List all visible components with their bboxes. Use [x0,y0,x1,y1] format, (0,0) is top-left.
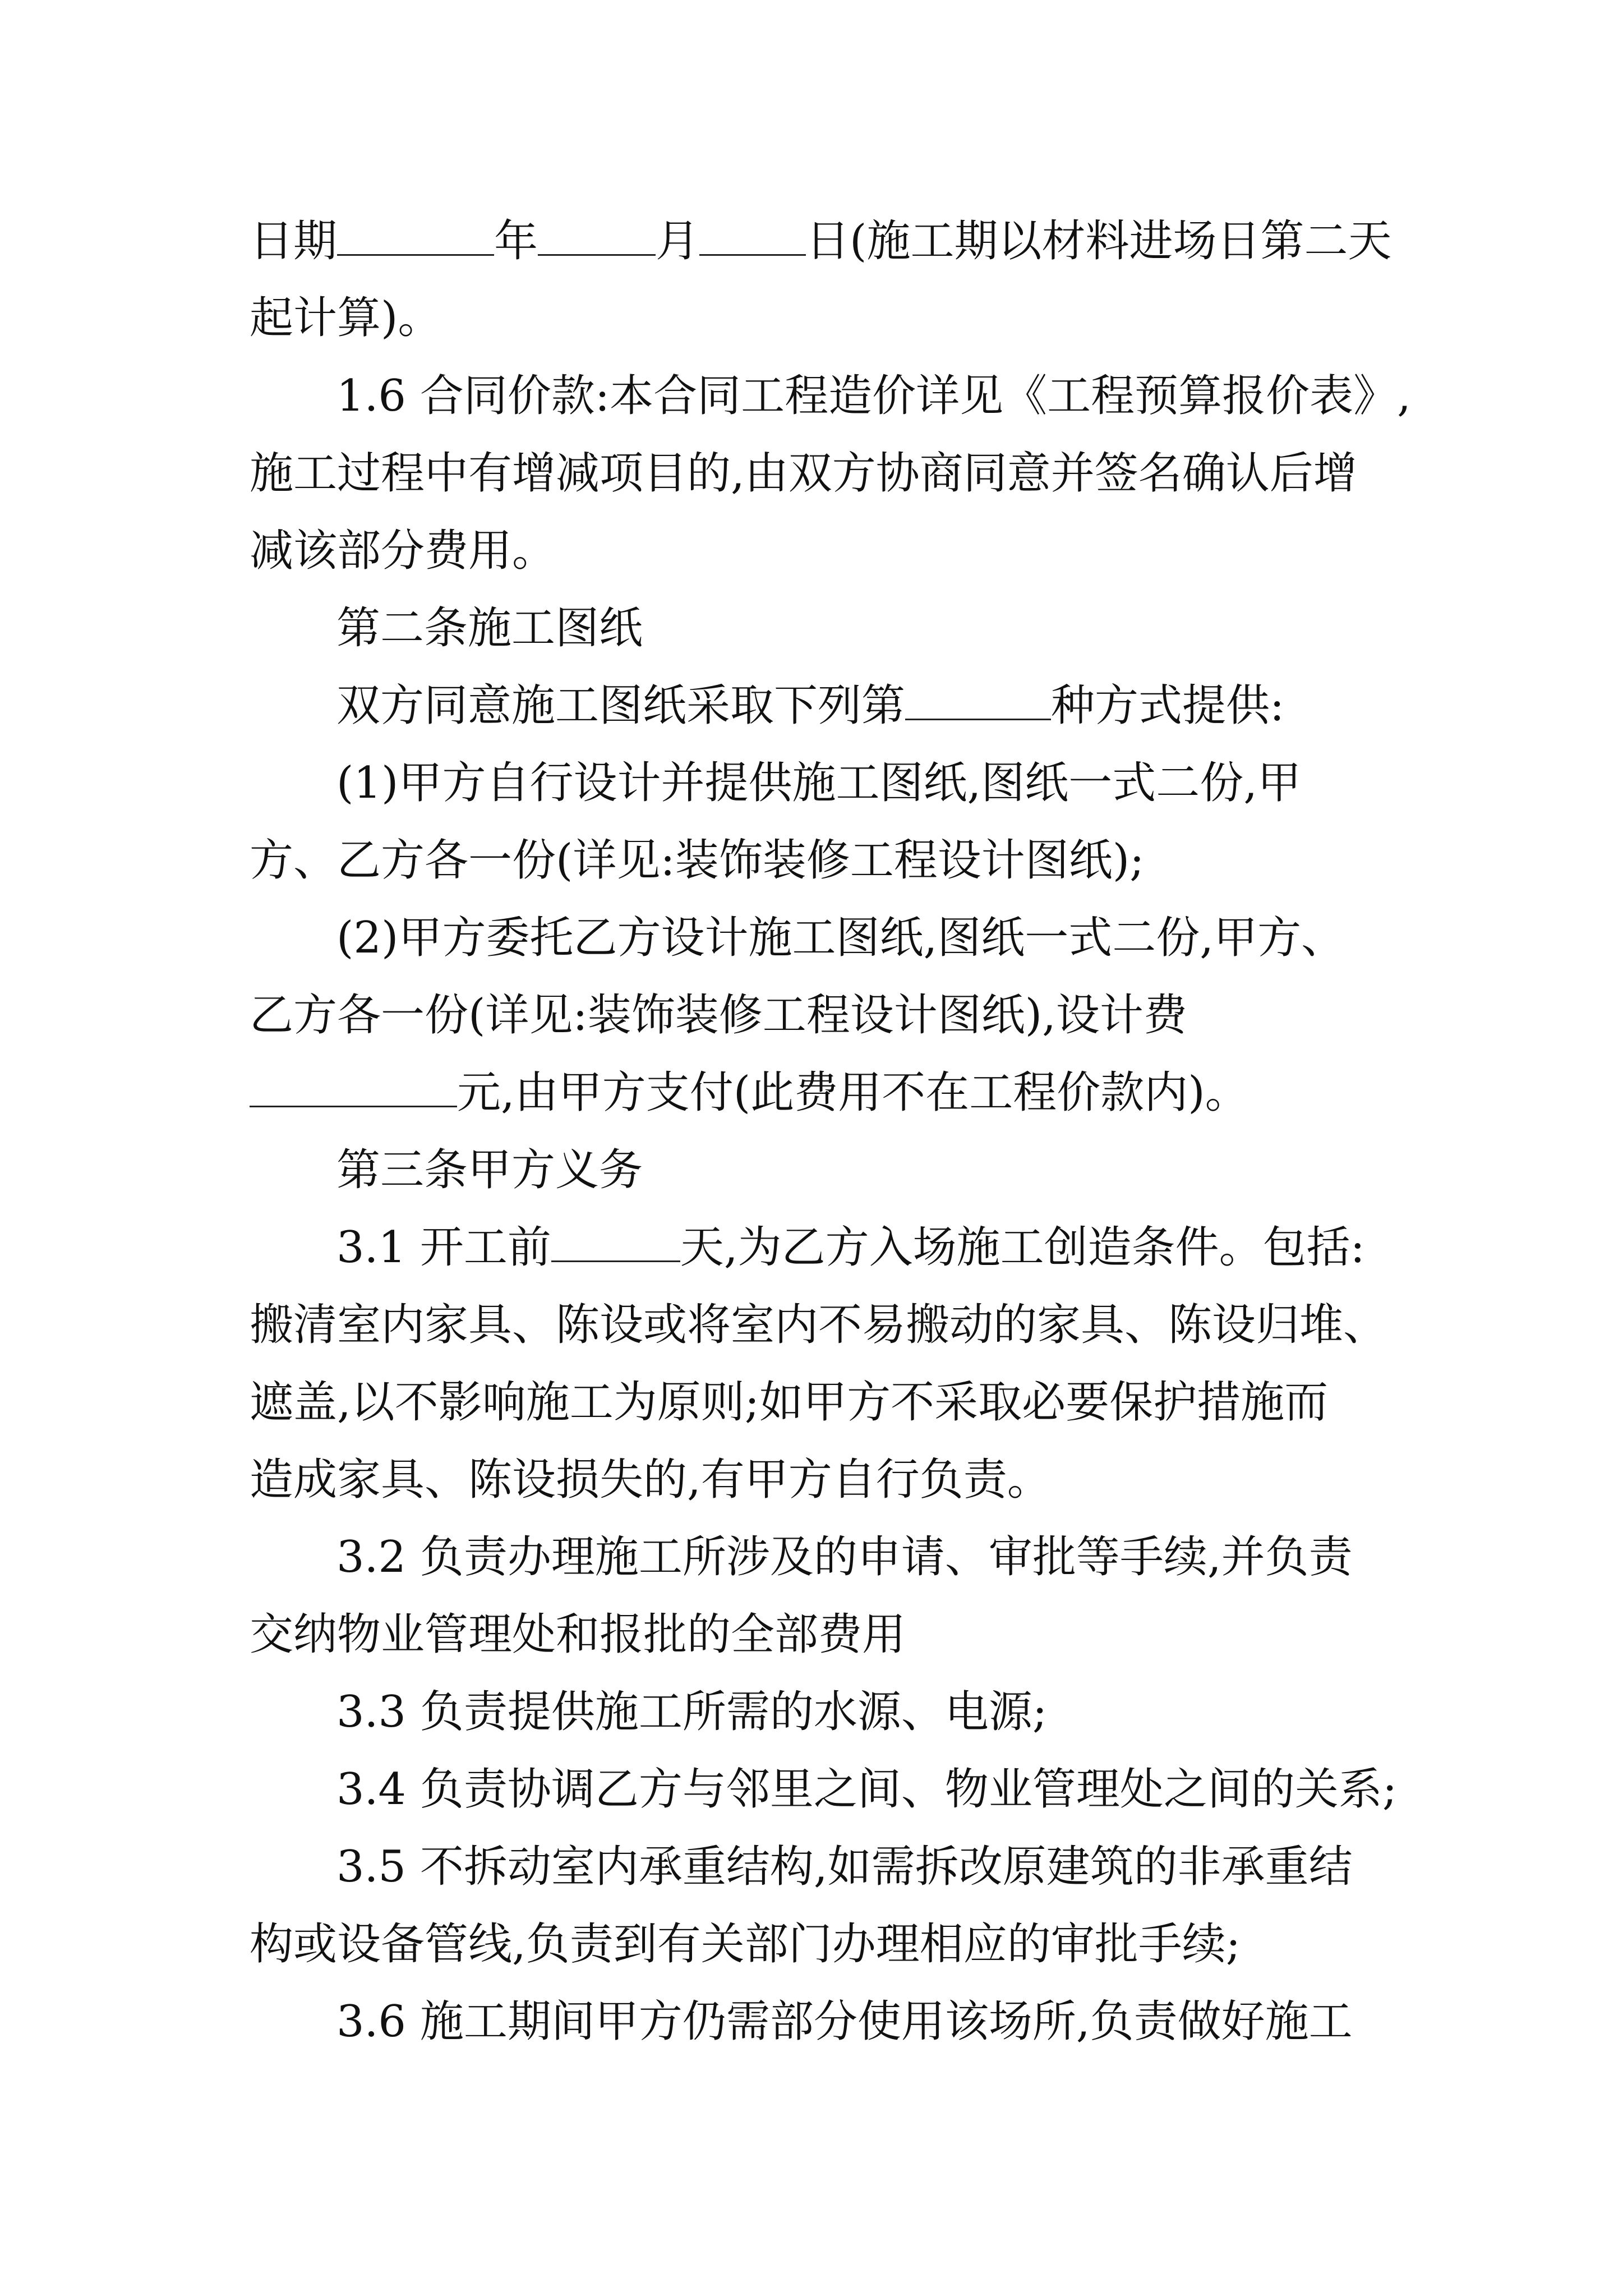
fill-blank-design-fee[interactable] [250,1070,457,1107]
clause-3-5: 3.5 不拆动室内承重结构,如需拆改原建筑的非承重结 [336,1842,1353,1892]
fill-blank-day[interactable] [699,218,806,256]
text-segment: 日期 [250,216,338,266]
text-line: 乙方各一份(详见:装饰装修工程设计图纸),设计费 [250,990,1187,1041]
clause-3-2: 3.2 负责办理施工所涉及的申请、审批等手续,并负责 [336,1532,1353,1582]
text-line: 搬清室内家具、陈设或将室内不易搬动的家具、陈设归堆、 [250,1300,1387,1350]
section-heading-3: 第三条甲方义务 [336,1145,643,1195]
fill-blank-days[interactable] [551,1225,680,1262]
clause-item-2: (2)甲方委托乙方设计施工图纸,图纸一式二份,甲方、 [336,913,1345,963]
clause-3-3: 3.3 负责提供施工所需的水源、电源; [336,1687,1048,1737]
fill-blank-method[interactable] [905,683,1051,720]
clause-item-1: (1)甲方自行设计并提供施工图纸,图纸一式二份,甲 [336,758,1302,808]
text-line: 方、乙方各一份(详见:装饰装修工程设计图纸); [250,835,1145,886]
text-segment: 月 [656,216,700,266]
fill-blank-month[interactable] [538,218,656,256]
text-segment: 种方式提供: [1051,680,1285,731]
fill-blank-year[interactable] [337,218,494,256]
text-line: 造成家具、陈设损失的,有甲方自行负责。 [250,1455,1051,1505]
clause-3-4: 3.4 负责协调乙方与邻里之间、物业管理处之间的关系; [336,1764,1398,1815]
clause-1-6: 1.6 合同价款:本合同工程造价详见《工程预算报价表》, [336,371,1411,421]
text-line [250,213,1391,269]
text-segment: 双方同意施工图纸采取下列第 [336,680,906,731]
text-segment: 元,由甲方支付(此费用不在工程价款内)。 [457,1068,1249,1118]
text-line [336,678,1284,734]
text-line: 遮盖,以不影响施工为原则;如甲方不采取必要保护措施而 [250,1377,1329,1428]
text-line [250,1065,1249,1121]
text-segment: 年 [494,216,538,266]
text-segment: 3.1 开工前 [336,1222,551,1273]
text-line: 起计算)。 [250,293,442,343]
text-line: 施工过程中有增减项目的,由双方协商同意并签名确认后增 [250,448,1357,499]
text-line: 交纳物业管理处和报批的全部费用 [250,1609,906,1660]
text-segment: 天,为乙方入场施工创造条件。包括: [680,1222,1365,1273]
clause-3-1 [336,1220,1365,1276]
clause-3-6: 3.6 施工期间甲方仍需部分使用该场所,负责做好施工 [336,1996,1353,2047]
text-line: 减该部分费用。 [250,526,556,576]
text-segment: 日(施工期以材料进场日第二天 [806,216,1392,266]
section-heading-2: 第二条施工图纸 [336,603,643,654]
text-line: 构或设备管线,负责到有关部门办理相应的审批手续; [250,1919,1241,1970]
